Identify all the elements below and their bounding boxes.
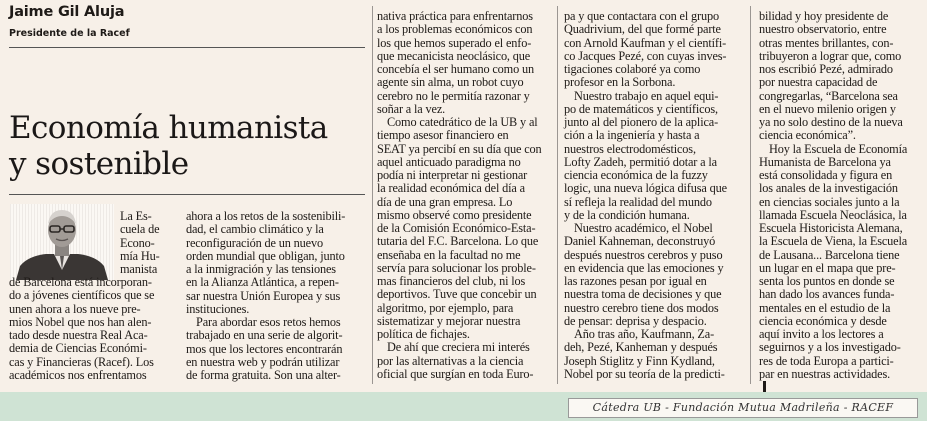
column-separator — [750, 6, 751, 384]
article-column-4 — [564, 10, 727, 381]
footer-label: Cátedra UB - Fundación Mutua Madrileña - RACEF — [568, 398, 918, 418]
text-line: en la Alianza Atlántica, a repen- — [186, 275, 339, 290]
text-line: en nuestra web y podrán utilizar — [186, 354, 340, 369]
text-line: manista — [120, 262, 158, 276]
portrait-photo-icon — [10, 204, 114, 280]
text-line: está consolidada y figura en — [759, 168, 893, 182]
text-line: en el nuevo milenio origen y — [759, 101, 896, 116]
text-line: reconfiguración de un nuevo — [186, 235, 323, 250]
text-line: Nuestro académico, el Nobel — [574, 221, 713, 235]
text-line: concebía el ser humano como un — [377, 62, 535, 76]
text-line: cuela de — [120, 222, 160, 237]
text-line: y de la condición humana. — [564, 207, 690, 222]
text-line: seguirnos y a los investigado- — [759, 340, 901, 355]
column-separator — [372, 6, 373, 384]
headline — [9, 110, 369, 182]
author-rule — [9, 47, 365, 48]
text-line: un lugar en el mapa que pre- — [759, 260, 896, 275]
text-line: tutaria del F.C. Barcelona. Lo que — [377, 234, 539, 249]
text-line: de pensar: deprisa y despacio. — [564, 313, 707, 328]
text-line: ya no solo destino de la nueva — [759, 115, 903, 129]
text-line: ciencia económica y desde — [759, 313, 887, 328]
article-column-3 — [377, 10, 542, 381]
text-line: SEAT ya percibí en su día que con — [377, 141, 542, 156]
text-line: servía para solucionar los proble- — [377, 260, 536, 275]
headline-rule — [9, 194, 365, 195]
text-line: ción a la ingeniería y hasta a — [564, 128, 700, 143]
text-line: por nuestra capacidad de — [759, 75, 878, 90]
headline-line: Economía humanista — [9, 110, 328, 146]
text-line: a la inmigración y las tensiones — [186, 262, 336, 276]
text-line: par en nuestras actividades. — [759, 366, 891, 381]
text-line: res de toda Europa a partici- — [759, 353, 894, 368]
text-line: mía Hu- — [120, 248, 160, 263]
text-line: Joseph Stiglitz y Finn Kydland, — [564, 353, 715, 368]
text-line: día de una gran empresa. Lo — [377, 194, 513, 209]
text-line: nuestros electrodomésticos, — [564, 141, 696, 156]
text-line: Año tras año, Kaufmann, Za- — [574, 327, 715, 341]
text-line: enseñaba en la facultad no me — [377, 247, 521, 262]
text-line: a los problemas económicos con — [377, 22, 533, 37]
text-line: Para abordar esos retos hemos — [196, 315, 341, 329]
text-line: aquí invito a los lectores a — [759, 327, 884, 341]
text-line: Nuestro trabajo en aquel equi- — [574, 88, 719, 103]
text-line: algoritmo, por ejemplo, para — [377, 300, 514, 315]
article-intro-wrap — [120, 210, 160, 276]
text-line: La Es- — [120, 209, 152, 223]
text-line: trabajado en una serie de algorit- — [186, 328, 343, 343]
text-line: que mecanicista neoclásico, que — [377, 48, 531, 63]
text-line: los anales de la investigación — [759, 181, 898, 196]
text-line: orden mundial que obligan, junto — [186, 248, 345, 263]
text-line: agente sin alma, un robot cuyo — [377, 75, 524, 90]
text-line: después nuestros cerebros y puso — [564, 247, 723, 262]
text-line: de la Comisión Económico-Esta- — [377, 221, 536, 235]
last-text-line — [759, 368, 907, 392]
text-line: mios Nobel que nos han alen- — [9, 314, 152, 329]
text-line: llamada Escuela Neoclásica, la — [759, 207, 907, 222]
text-line: Como catedrático de la UB y al — [387, 115, 538, 129]
text-line: sistematizar y mejorar nuestra — [377, 313, 521, 328]
text-line: soñar a la vez. — [377, 101, 446, 116]
text-line: nuestro observatorio, entre — [759, 22, 887, 37]
text-line: demia de Ciencias Económi- — [9, 341, 147, 356]
text-line: ahora a los retos de la sostenibili- — [186, 209, 346, 223]
text-line: co Jacques Pezé, con cuyas inves- — [564, 48, 727, 63]
text-line: de Lausana... Barcelona tiene — [759, 247, 900, 262]
text-line: política de fichajes. — [377, 327, 470, 341]
text-line: los que hemos superado el enfo- — [377, 35, 532, 50]
article-column-5 — [759, 10, 907, 392]
text-line: deh, Pezé, Kanheman y después — [564, 340, 718, 355]
author-photo — [10, 204, 114, 280]
author-name: Jaime Gil Aluja — [9, 4, 125, 20]
text-line: sí refleja la realidad del mundo — [564, 194, 712, 209]
text-line: Lofty Zadeh, permitió dotar a la — [564, 154, 717, 169]
article-column-1 — [9, 276, 154, 382]
text-line: otras mentes brillantes, con- — [759, 35, 894, 50]
text-line: tribuyeron a lograr que, como — [759, 48, 902, 63]
text-line: unen ahora a los nueve pre- — [9, 301, 141, 316]
text-line: profesor en la Sorbona. — [564, 75, 676, 90]
text-line: logic, una nueva lógica difusa que — [564, 181, 727, 196]
text-line: podía ni interpretar ni gestionar — [377, 168, 528, 182]
text-line: nuestra toma de decisiones y que — [564, 287, 722, 302]
text-line: mos que los lectores encontrarán — [186, 341, 343, 356]
text-line: congregarlas, “Barcelona sea — [759, 88, 898, 103]
text-line: Econo- — [120, 235, 155, 250]
text-line: la realidad económica del día a — [377, 181, 525, 196]
text-line: aquel anticuado paradigma no — [377, 154, 521, 169]
text-line: Quadrivium, del que formé parte — [564, 22, 721, 37]
text-line: Humanista de Barcelona ya — [759, 154, 891, 169]
text-line: nuestro cerebro tiene dos modos — [564, 300, 719, 315]
text-line: nos escribió Pezé, admirado — [759, 62, 893, 76]
text-line: Daniel Kahneman, deconstruyó — [564, 234, 716, 249]
text-line: senta los puntos en donde se — [759, 274, 895, 288]
column-separator — [557, 6, 558, 384]
text-line: Nobel por su teoría de la predicti- — [564, 366, 725, 381]
article-column-2 — [186, 210, 345, 382]
text-line: las razones pesan por igual en — [564, 274, 707, 288]
text-line: cas y Financieras (Racef). Los — [9, 354, 154, 369]
text-line: mas financieros del club, ni los — [377, 274, 526, 288]
text-line: Escuela Historicista Alemana, — [759, 221, 903, 235]
text-line: pa y que contactara con el grupo — [564, 9, 719, 23]
text-line: ciencia económica”. — [759, 128, 856, 143]
text-line: bilidad y hoy presidente de — [759, 9, 889, 23]
text-line: oficial que surgían en toda Euro- — [377, 366, 534, 381]
text-line: nativa práctica para enfrentarnos — [377, 9, 533, 23]
text-line: académicos nos enfrentamos — [9, 367, 147, 382]
text-line: la Escuela de Viena, la Escuela — [759, 234, 908, 249]
text-line: mentales en el estudio de la — [759, 300, 891, 315]
end-mark-icon — [763, 381, 766, 392]
text-line: junto al del pionero de la aplica- — [564, 115, 719, 129]
text-line: instituciones. — [186, 301, 250, 316]
text-line: con Arnold Kaufman y el científi- — [564, 35, 727, 50]
text-line: cerebro no le permitía razonar y — [377, 88, 530, 103]
author-role: Presidente de la Racef — [9, 28, 130, 39]
text-line: han dado los avances funda- — [759, 287, 895, 302]
text-line: ciencia económica de la fuzzy — [564, 168, 708, 182]
text-line: deportivos. Tuve que concebir un — [377, 287, 537, 302]
text-line: de forma gratuita. Son una alter- — [186, 368, 341, 382]
text-line: dad, el cambio climático y la — [186, 222, 324, 237]
text-line: po de matemáticos y científicos, — [564, 101, 718, 116]
text-line: tigaciones colaboré ya como — [564, 62, 701, 76]
headline-line: y sostenible — [9, 146, 189, 182]
text-line: en evidencia que las emociones y — [564, 260, 724, 275]
text-line: por las alternativas a la ciencia — [377, 353, 524, 368]
text-line: Hoy la Escuela de Economía — [769, 141, 908, 156]
text-line: do a jóvenes científicos que se — [9, 288, 155, 303]
text-line: tiempo asesor financiero en — [377, 128, 509, 143]
text-line: mismo observé como presidente — [377, 207, 532, 222]
text-line: De ahí que creciera mi interés — [387, 340, 530, 355]
text-line: sar nuestra Unión Europea y sus — [186, 288, 341, 303]
text-line: de Barcelona está incorporan- — [9, 275, 152, 289]
text-line: en ciencias sociales junto a la — [759, 194, 900, 209]
text-line: tado desde nuestra Real Aca- — [9, 328, 148, 342]
